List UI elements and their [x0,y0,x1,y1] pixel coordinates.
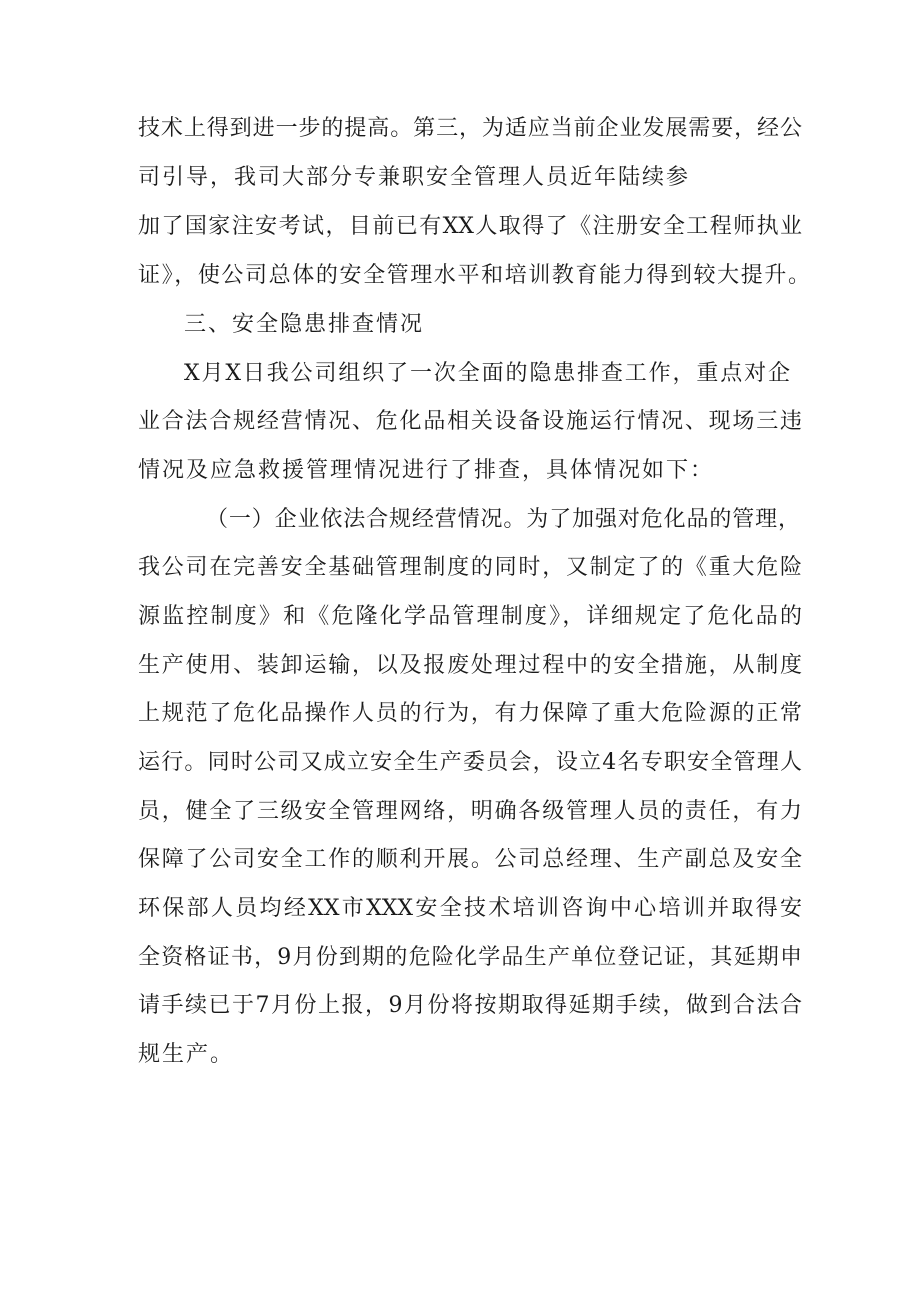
text-line-1: 技术上得到进一步的提高。第三，为适应当前企业发展需要，经公 [138,116,802,141]
text-line-14: 运行。同时公司又成立安全生产委员会，设立4名专职安全管理人 [138,750,802,775]
text-line-11: 源监控制度》和《危隆化学品管理制度》，详细规定了危化品的 [138,604,802,629]
text-line-15: 员，健全了三级安全管理网络，明确各级管理人员的责任，有力 [138,799,802,824]
subsection-line: （一）企业依法合规经营情况。为了加强对危化品的管理， [206,507,800,532]
text-line-12: 生产使用、装卸运输，以及报废处理过程中的安全措施，从制度 [138,653,802,678]
text-line-2: 司引导，我司大部分专兼职安全管理人员近年陆续参 [138,165,691,190]
text-line-6: X月X日我公司组织了一次全面的隐患排查工作，重点对企 [184,361,790,386]
text-line-8: 情况及应急救援管理情况进行了排查，具体情况如下： [138,458,715,483]
text-line-4: 证》，使公司总体的安全管理水平和培训教育能力得到较大提升。 [138,263,810,288]
text-line-18: 全资格证书，9月份到期的危险化学品生产单位登记证，其延期申 [138,945,802,970]
section-heading: 三、安全隐患排查情况 [184,312,425,337]
text-line-13: 上规范了危化品操作人员的行为，有力保障了重大危险源的正常 [138,701,802,726]
text-line-16: 保障了公司安全工作的顺利开展。公司总经理、生产副总及安全 [138,847,802,872]
text-line-19: 请手续已于7月份上报，9月份将按期取得延期手续，做到合法合 [138,993,802,1018]
text-line-7: 业合法合规经营情况、危化品相关设备设施运行情况、现场三违 [138,409,802,434]
text-line-17: 环保部人员均经XX市XXX安全技术培训咨询中心培训并取得安 [138,896,802,921]
text-line-20: 规生产。 [138,1042,235,1067]
text-line-3: 加了国家注安考试，目前已有XX人取得了《注册安全工程师执业 [138,214,802,239]
text-line-10: 我公司在完善安全基础管理制度的同时，又制定了的《重大危险 [138,555,802,580]
